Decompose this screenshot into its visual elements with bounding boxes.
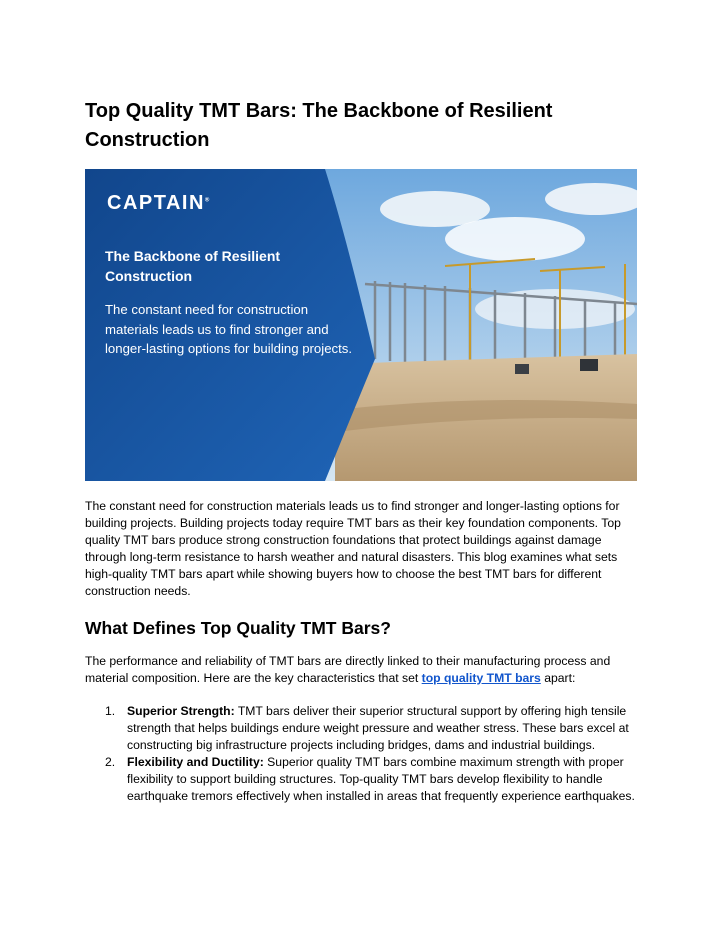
section-paragraph: The performance and reliability of TMT bars are directly linked to their manufacturing process and material composition. Here are the key characteristics that set top quality TMT bars apart: — [85, 654, 611, 685]
characteristics-list — [85, 703, 637, 805]
hero-heading: The Backbone of Resilient Construction — [105, 248, 281, 284]
tmt-bars-link[interactable]: top quality TMT bars — [421, 671, 541, 685]
list-item — [85, 754, 637, 805]
list-term: Flexibility and Ductility: — [127, 755, 264, 769]
hero-body-text: The constant need for construction materials leads us to find stronger and longer-lasting options for building projects. — [105, 302, 353, 356]
list-number: 2. — [105, 755, 116, 769]
list-item — [85, 703, 637, 754]
list-number: 1. — [105, 704, 116, 718]
brand-logo: CAPTAIN® — [107, 192, 210, 214]
list-term: Superior Strength: — [127, 704, 235, 718]
list-text: Superior quality TMT bars combine maximum strength with proper flexibility to support building structures. Top-quality TMT bars develop flexibility to handle earthquake tremors effectively when installed in areas that frequently experience earthquakes. — [127, 755, 635, 803]
list-text: TMT bars deliver their superior structural support by offering high tensile strength that helps buildings endure weight pressure and weather stress. These bars excel at constructing big infrastructure projects including bridges, dams and industrial buildings. — [127, 704, 629, 752]
page-title: Top Quality TMT Bars: The Backbone of Resilient Construction — [85, 100, 553, 151]
intro-paragraph: The constant need for construction materials leads us to find stronger and longer-lasting options for building projects. Building projects today require TMT bars as their key foundation components. Top quality TMT bars produce strong construction foundations that protect buildings against damage through long-term resistance to harsh weather and natural disasters. This blog examines what sets high-quality TMT bars apart while showing buyers how to choose the best TMT bars for different construction needs. — [85, 499, 621, 598]
section-heading: What Defines Top Quality TMT Bars? — [85, 618, 391, 638]
hero-banner — [85, 169, 637, 481]
